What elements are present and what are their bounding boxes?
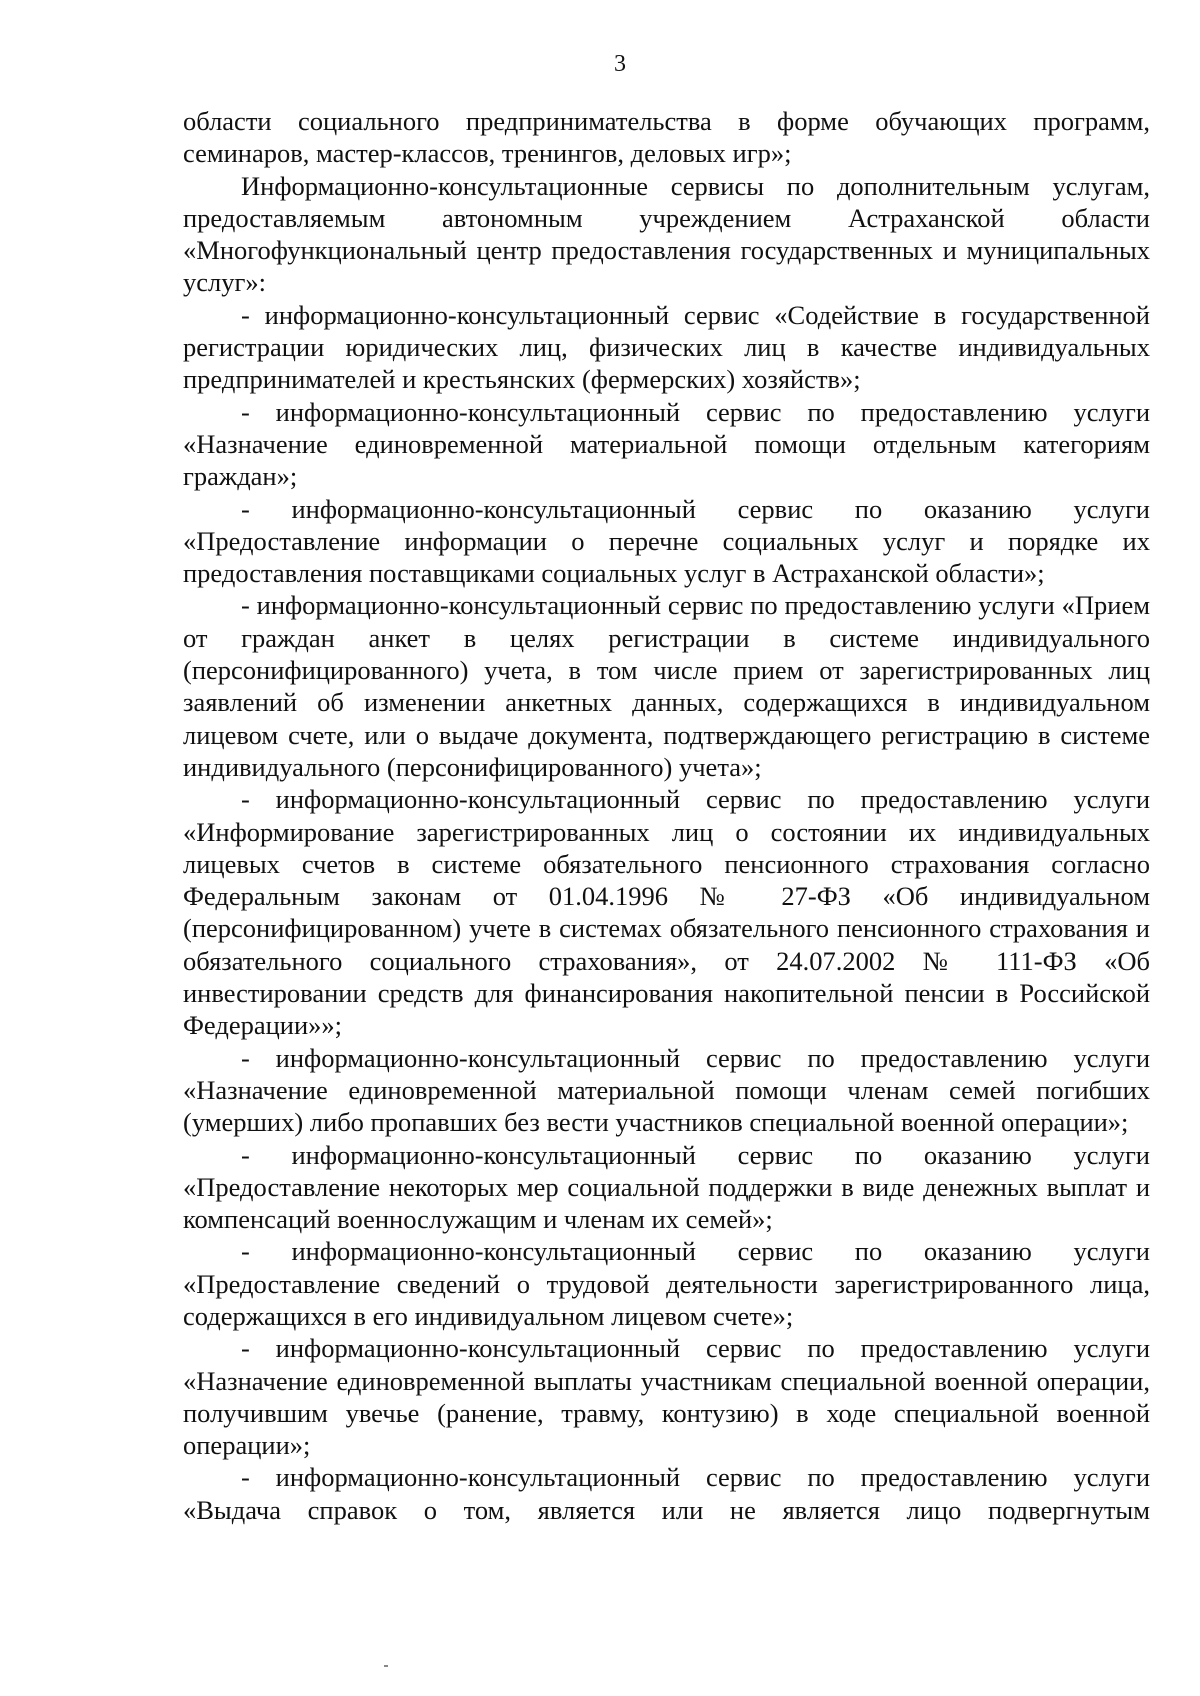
- scan-artifact: [384, 1665, 388, 1667]
- list-item-injury-payment-svo: - информационно-консультационный сервис по предоставлению услуги «Назначение единовременной выплаты участникам специальной военной операции, получившим увечье (ранение, травму, контузию) в ходе специальной военной операции»;: [183, 1333, 1150, 1461]
- list-item-social-services-info: - информационно-консультационный сервис по оказанию услуги «Предоставление информации о перечне социальных услуг и порядке их предоставления поставщиками социальных услуг в Астраханской области»;: [183, 493, 1150, 589]
- list-item-material-aid-categories: - информационно-консультационный сервис по предоставлению услуги «Назначение единовременной материальной помощи отдельным категориям граждан»;: [183, 396, 1150, 492]
- document-body: [183, 105, 1150, 1526]
- page-number: 3: [614, 51, 626, 77]
- paragraph-services-intro: Информационно-консультационные сервисы по дополнительным услугам, предоставляемым автономным учреждением Астраханской области «Многофункциональный центр предоставления государственных и муниципальных услуг»:: [183, 170, 1150, 298]
- list-item-aid-families-svo: - информационно-консультационный сервис по предоставлению услуги «Назначение единовременной материальной помощи членам семей погибших (умерших) либо пропавших без вести участников специальной военной операции»;: [183, 1042, 1150, 1138]
- list-item-labor-activity-info: - информационно-консультационный сервис по оказанию услуги «Предоставление сведений о трудовой деятельности зарегистрированного лица, содержащихся в его индивидуальном лицевом счете»;: [183, 1236, 1150, 1331]
- list-item-military-support: - информационно-консультационный сервис по оказанию услуги «Предоставление некоторых мер социальной поддержки в виде денежных выплат и компенсаций военнослужащим и членам их семей»;: [183, 1139, 1150, 1235]
- paragraph-continuation: области социального предпринимательства в форме обучающих программ, семинаров, мастер-классов, тренингов, деловых игр»;: [183, 106, 1150, 169]
- list-item-state-registration: - информационно-консультационный сервис «Содействие в государственной регистрации юридических лиц, физических лиц в качестве индивидуальных предпринимателей и крестьянских (фермерских) хозяйств»;: [183, 299, 1150, 395]
- list-item-pension-account-info: - информационно-консультационный сервис по предоставлению услуги «Информирование зарегистрированных лиц о состоянии их индивидуальных лицевых счетов в системе обязательного пенсионного страхования согласно Федеральным законам от 01.04.1996 № 27-ФЗ «Об индивидуальном (персонифицированном) учете в системах обязательного пенсионного страхования и обязательного социального страхования», от 24.07.2002 № 111-ФЗ «Об инвестировании средств для финансирования накопительной пенсии в Российской Федерации»»;: [183, 784, 1150, 1041]
- list-item-personified-accounting: - информационно-консультационный сервис по предоставлению услуги «Прием от граждан анкет в целях регистрации в системе индивидуального (персонифицированного) учета, в том числе прием от зарегистрированных лиц заявлений об изменении анкетных данных, содержащихся в индивидуальном лицевом счете, или о выдаче документа, подтверждающего регистрацию в системе индивидуального (персонифицированного) учета»;: [183, 590, 1150, 782]
- list-item-certificates: - информационно-консультационный сервис по предоставлению услуги «Выдача справок о том, является или не является лицо подвергнутым: [183, 1462, 1150, 1525]
